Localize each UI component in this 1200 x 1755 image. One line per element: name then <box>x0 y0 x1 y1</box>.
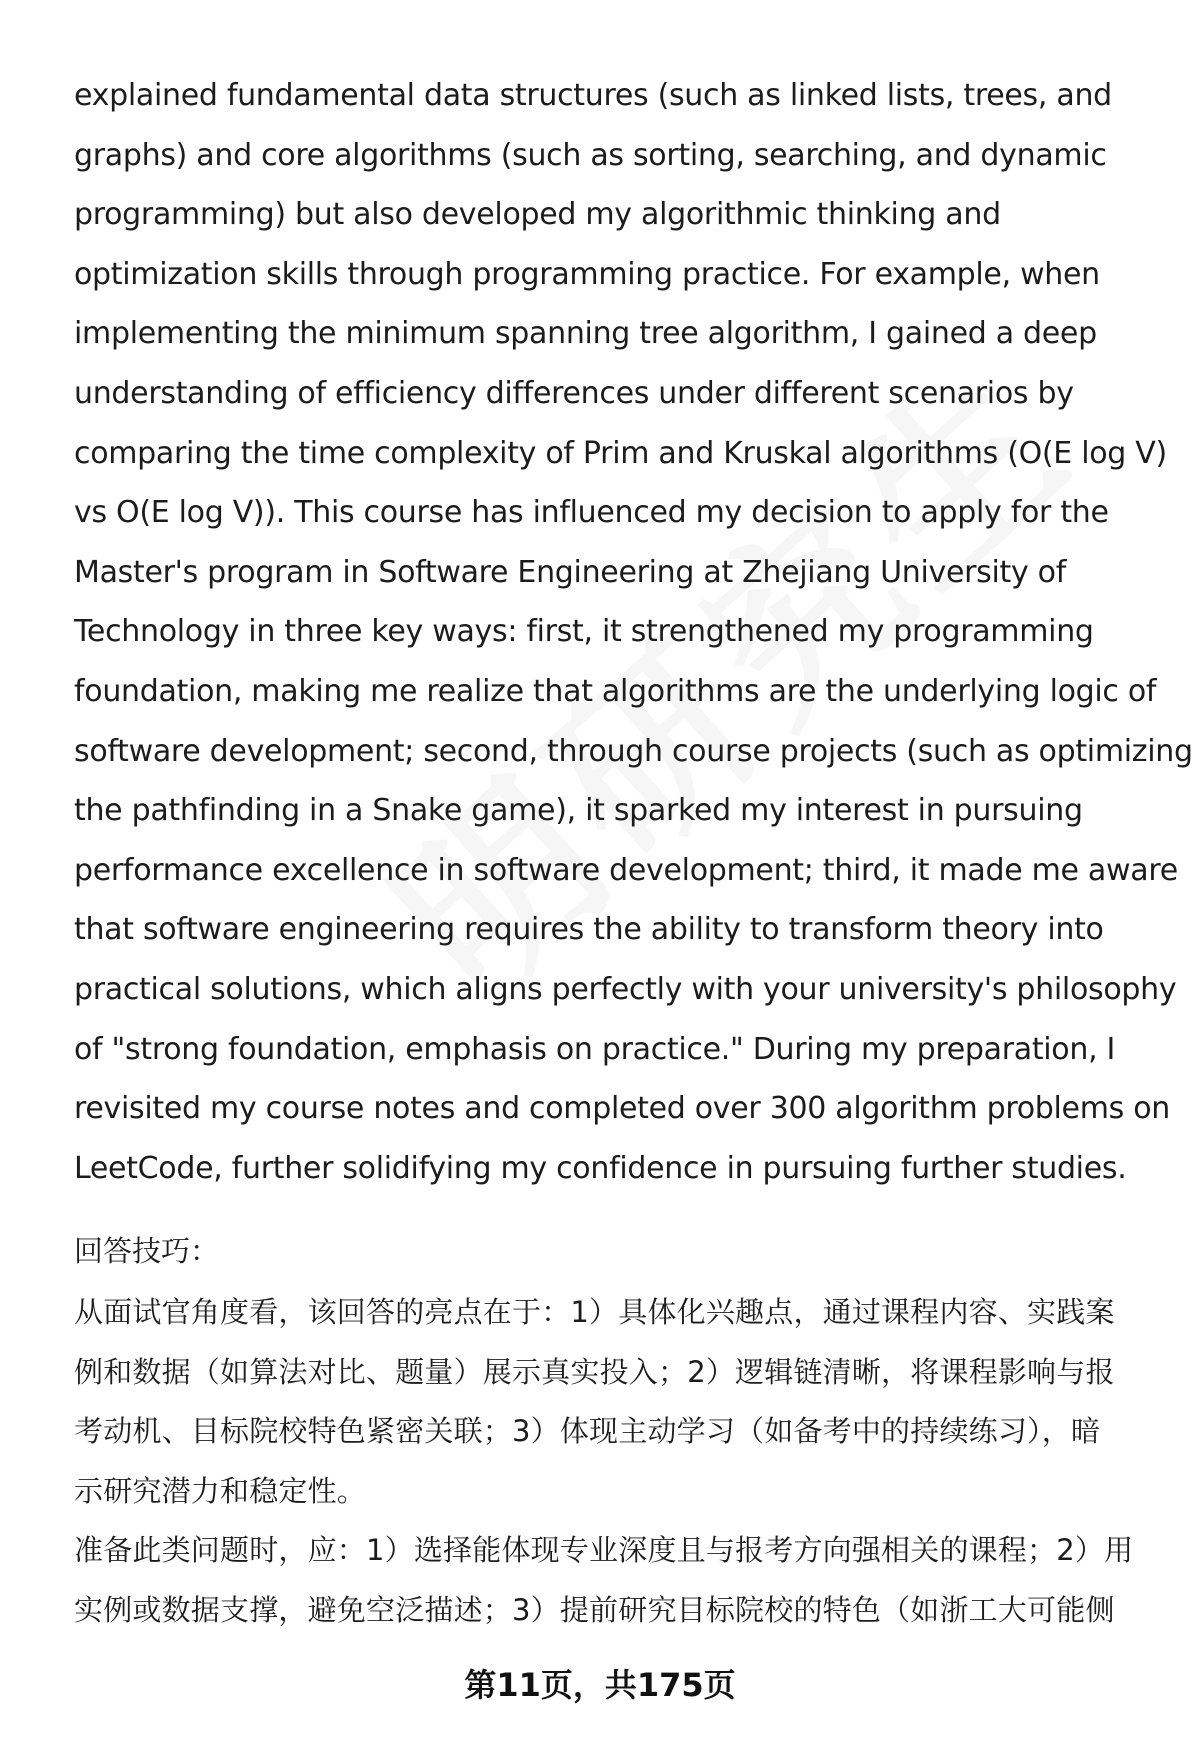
paragraph-line: Master's program in Software Engineering at Zhejiang University of <box>74 554 1066 590</box>
paragraph-line: explained fundamental data structures (such as linked lists, trees, and <box>74 78 1112 113</box>
tips-line: 从面试官角度看，该回答的亮点在于：1）具体化兴趣点，通过课程内容、实践案 <box>74 1295 1115 1329</box>
tips-title: 回答技巧： <box>74 1234 220 1268</box>
paragraph-line: optimization skills through programming practice. For example, when <box>74 256 1100 292</box>
tips-line: 例和数据（如算法对比、题量）展示真实投入；2）逻辑链清晰，将课程影响与报 <box>74 1354 1115 1389</box>
tips-line: 示研究潜力和稳定性。 <box>74 1473 367 1508</box>
tips-line: 准备此类问题时，应：1）选择能体现专业深度且与报考方向强相关的课程；2）用 <box>74 1533 1134 1568</box>
paragraph-line: practical solutions, which aligns perfectly with your university's philosophy <box>74 971 1177 1007</box>
paragraph-line: comparing the time complexity of Prim and Kruskal algorithms (O(E log V) <box>74 435 1167 471</box>
paragraph-line: graphs) and core algorithms (such as sorting, searching, and dynamic <box>74 137 1107 173</box>
paragraph-line: the pathfinding in a Snake game), it sparked my interest in pursuing <box>74 793 1083 829</box>
paragraph-line: understanding of efficiency differences under different scenarios by <box>74 375 1074 411</box>
paragraph-line: programming) but also developed my algorithmic thinking and <box>74 197 1001 233</box>
tips-line: 实例或数据支撑，避免空泛描述；3）提前研究目标院校的特色（如浙工大可能侧 <box>74 1592 1115 1627</box>
paragraph-line: foundation, making me realize that algorithms are the underlying logic of <box>74 673 1157 709</box>
paragraph-line: implementing the minimum spanning tree algorithm, I gained a deep <box>74 316 1097 352</box>
paragraph-line: Technology in three key ways: first, it strengthened my programming <box>74 614 1094 650</box>
page-number: 第11页，共175页 <box>464 1666 736 1704</box>
paragraph-line: LeetCode, further solidifying my confidence in pursuing further studies. <box>74 1150 1127 1186</box>
tips-line: 考动机、目标院校特色紧密关联；3）体现主动学习（如备考中的持续练习），暗 <box>74 1414 1101 1449</box>
paragraph-line: performance excellence in software development; third, it made me aware <box>74 852 1178 888</box>
paragraph-line: revisited my course notes and completed over 300 algorithm problems on <box>74 1091 1170 1127</box>
paragraph-line: vs O(E log V)). This course has influenced my decision to apply for the <box>74 495 1109 531</box>
paragraph-line: that software engineering requires the ability to transform theory into <box>74 912 1104 948</box>
paragraph-line: software development; second, through course projects (such as optimizing <box>74 733 1193 769</box>
answer-paragraph <box>74 66 1193 1198</box>
tips-section <box>74 1225 1154 1641</box>
paragraph-line: of "strong foundation, emphasis on practice." During my preparation, I <box>74 1031 1116 1067</box>
